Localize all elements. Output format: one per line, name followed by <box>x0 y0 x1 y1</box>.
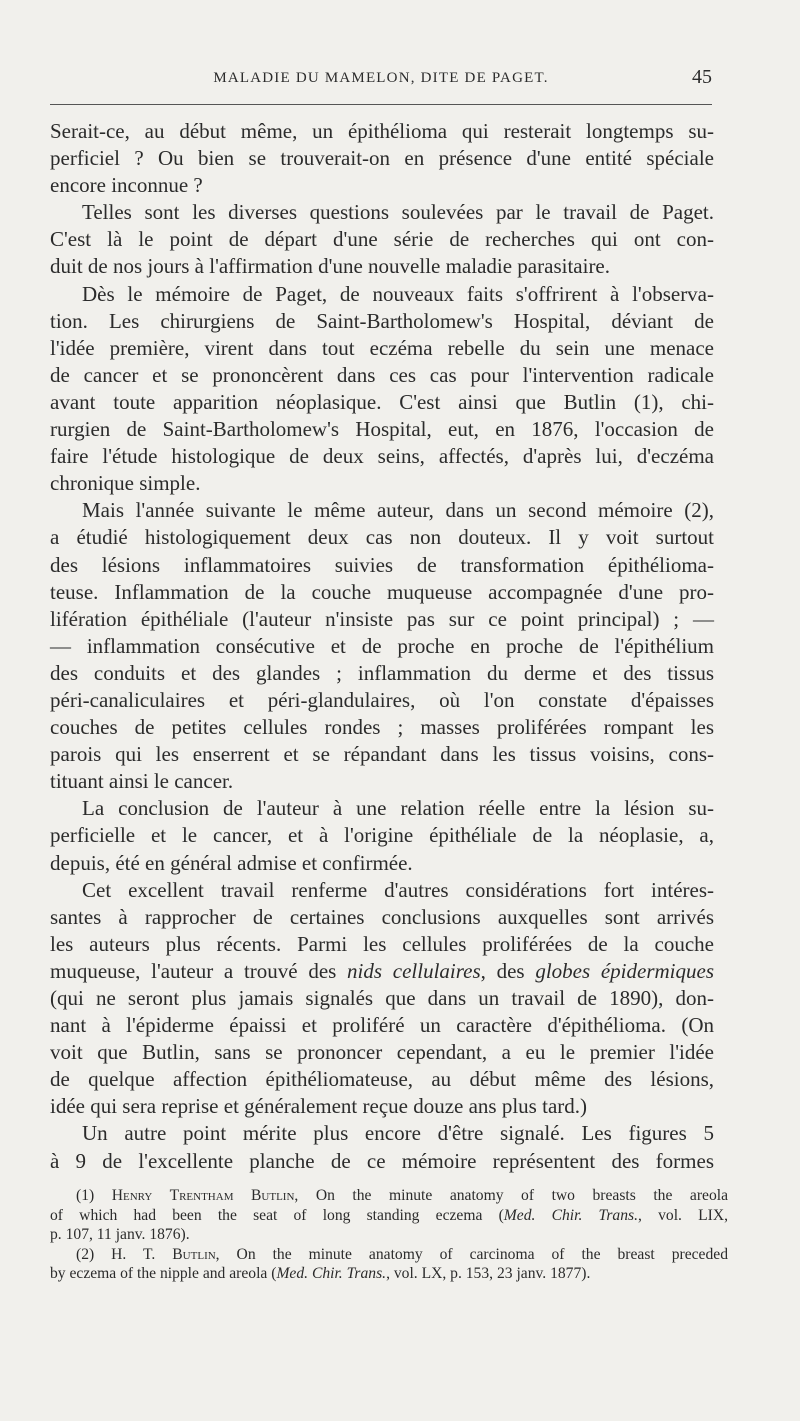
text-line: voit que Butlin, sans se prononcer cependant, a eu le premier l'idée <box>50 1040 714 1065</box>
text-line: santes à rapprocher de certaines conclusions auxquelles sont arrivés <box>50 904 714 929</box>
footnote-text: of which had been the seat of long standing eczema ( <box>50 1206 504 1224</box>
text-line: depuis, été en général admise et confirmée. <box>50 850 413 875</box>
footnote-2 <box>50 1245 728 1284</box>
page-number: 45 <box>692 66 712 88</box>
text-line: les auteurs plus récents. Parmi les cellules proliférées de la couche <box>50 931 714 956</box>
paragraph <box>50 795 714 876</box>
text-line: avant toute apparition néoplasique. C'est ainsi que Butlin (1), chi- <box>50 389 714 414</box>
text-line: Telles sont les diverses questions soulevées par le travail de Paget. <box>82 200 714 225</box>
text-run: muqueuse, l'auteur a trouvé des <box>50 958 348 983</box>
text-line: duit de nos jours à l'affirmation d'une nouvelle maladie parasitaire. <box>50 254 611 279</box>
paragraph <box>50 199 714 280</box>
footnote-mark: (2) H. T. <box>76 1245 173 1263</box>
footnote-text: by eczema of the nipple and areola ( <box>50 1265 277 1282</box>
body-text <box>50 118 714 1175</box>
text-line: perficiel ? Ou bien se trouverait-on en présence d'une entité spéciale <box>50 146 714 171</box>
text-line: faire l'étude histologique de deux seins, affectés, d'après lui, d'eczéma <box>50 444 714 469</box>
paragraph <box>50 497 714 795</box>
footnote-line <box>50 1206 728 1226</box>
footnote-title: , On the minute anatomy of carcinoma of the breast preceded <box>215 1245 728 1263</box>
footnote-author: Butlin <box>172 1245 216 1263</box>
paragraph <box>50 118 714 199</box>
page-header <box>50 64 712 94</box>
text-run: , des <box>480 958 536 983</box>
text-line: des conduits et des glandes ; inflammation du derme et des tissus <box>50 660 714 685</box>
text-line: lifération épithéliale (l'auteur n'insiste pas sur ce point principal) ; — <box>50 606 714 631</box>
footnote-line <box>50 1245 728 1265</box>
text-line: Mais l'année suivante le même auteur, dans un second mémoire (2), <box>82 498 714 523</box>
text-line: parois qui les enserrent et se répandant dans les tissus voisins, cons- <box>50 742 714 767</box>
text-line: chronique simple. <box>50 471 201 496</box>
running-title: MALADIE DU MAMELON, DITE DE PAGET. <box>213 70 549 86</box>
footnote-line: p. 107, 11 janv. 1876). <box>50 1226 190 1243</box>
italic-term-globes-epidermiques: globes épidermiques <box>535 958 714 983</box>
text-line: Un autre point mérite plus encore d'être signalé. Les figures 5 <box>82 1121 714 1146</box>
footnote-line <box>50 1186 728 1206</box>
header-rule <box>50 104 712 105</box>
text-line: rurgien de Saint-Bartholomew's Hospital, eut, en 1876, l'occasion de <box>50 417 714 442</box>
text-line: couches de petites cellules rondes ; masses proliférées rompant les <box>50 715 714 740</box>
text-line: l'idée première, virent dans tout eczéma rebelle du sein une menace <box>50 335 714 360</box>
text-line: tituant ainsi le cancer. <box>50 769 234 794</box>
footnote-text: , vol. LX, p. 153, 23 janv. 1877). <box>386 1265 591 1282</box>
paragraph <box>50 1120 714 1174</box>
text-line: La conclusion de l'auteur à une relation réelle entre la lésion su- <box>82 796 714 821</box>
text-line: perficielle et le cancer, et à l'origine épithéliale de la néoplasie, a, <box>50 823 714 848</box>
footnote-title: , On the minute anatomy of two breasts the areola <box>294 1187 728 1204</box>
text-line: Cet excellent travail renferme d'autres considérations fort intéres- <box>82 877 714 902</box>
text-line: des lésions inflammatoires suivies de transformation épithélioma- <box>50 552 714 577</box>
italic-term-nids-cellulaires: nids cellulaires <box>347 958 481 983</box>
footnote-author: Henry Trentham Butlin <box>111 1187 295 1204</box>
text-line: a étudié histologiquement deux cas non douteux. Il y voit surtout <box>50 525 714 550</box>
text-line: à 9 de l'excellente planche de ce mémoire représentent des formes <box>50 1148 714 1173</box>
footnote-journal: Med. Chir. Trans. <box>276 1265 387 1282</box>
footnote-journal: Med. Chir. Trans. <box>503 1206 638 1224</box>
footnote-mark: (1) <box>76 1187 112 1204</box>
text-line: tion. Les chirurgiens de Saint-Bartholomew's Hospital, déviant de <box>50 308 714 333</box>
paragraph <box>50 281 714 498</box>
text-line: Dès le mémoire de Paget, de nouveaux faits s'offrirent à l'observa- <box>82 281 714 306</box>
text-line: teuse. Inflammation de la couche muqueuse accompagnée d'une pro- <box>50 579 714 604</box>
text-line: de quelque affection épithéliomateuse, au début même des lésions, <box>50 1067 714 1092</box>
footnotes <box>50 1186 728 1284</box>
text-line: — inflammation consécutive et de proche en proche de l'épithélium <box>50 633 714 658</box>
text-line: de cancer et se prononcèrent dans ces cas pour l'intervention radicale <box>50 362 714 387</box>
text-line: encore inconnue ? <box>50 173 203 198</box>
footnote-text: , vol. LIX, <box>638 1206 728 1224</box>
text-line: péri-canaliculaires et péri-glandulaires, où l'on constate d'épaisses <box>50 687 714 712</box>
footnote-line <box>50 1264 728 1284</box>
footnote-1 <box>50 1186 728 1245</box>
text-line: (qui ne seront plus jamais signalés que dans un travail de 1890), don- <box>50 986 714 1010</box>
text-line: nant à l'épiderme épaissi et proliféré un caractère d'épithélioma. (On <box>50 1013 714 1038</box>
text-line: C'est là le point de départ d'une série de recherches qui ont con- <box>50 227 714 252</box>
text-line-with-italics <box>50 958 714 985</box>
paragraph <box>50 877 714 1121</box>
text-line: Serait-ce, au début même, un épithélioma qui resterait longtemps su- <box>50 119 714 143</box>
text-line: idée qui sera reprise et généralement reçue douze ans plus tard.) <box>50 1094 587 1119</box>
